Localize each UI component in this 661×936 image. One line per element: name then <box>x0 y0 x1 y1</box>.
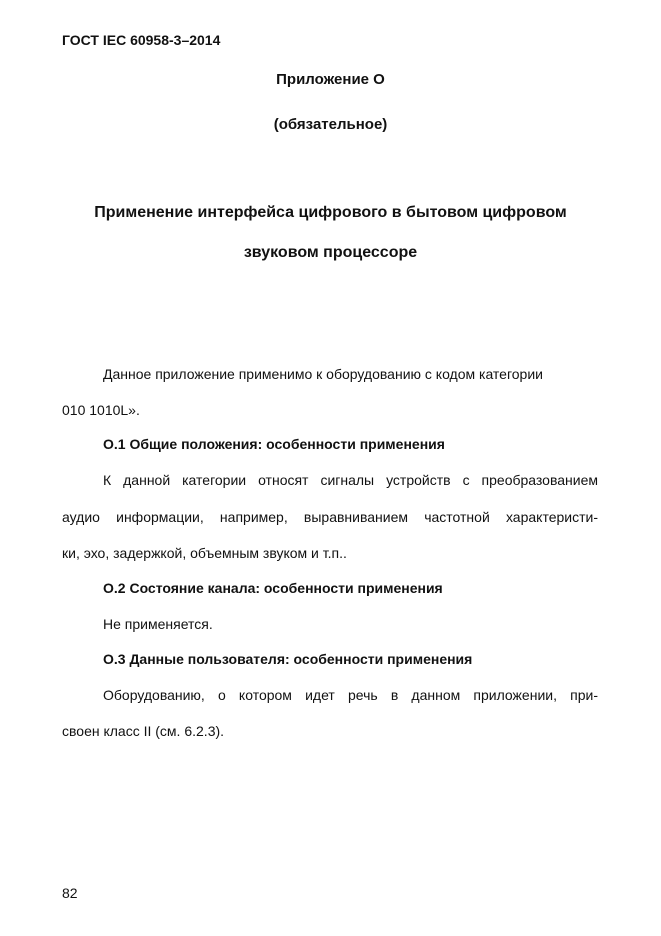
section-o1-line-3: ки, эхо, задержкой, объемным звуком и т.п.. <box>62 545 347 561</box>
annex-status: (обязательное) <box>273 116 388 133</box>
section-o1-line-2: аудио информации, например, выравниванием частотной характеристи- <box>62 509 598 525</box>
section-o3-line-2: своен класс II (см. 6.2.3). <box>62 723 225 739</box>
intro-line-2: 010 1010L». <box>62 402 140 418</box>
section-o3-line-1: Оборудованию, о котором идет речь в данном приложении, при- <box>103 687 598 703</box>
section-o2-line-1: Не применяется. <box>103 616 213 632</box>
section-o1-heading: О.1 Общие положения: особенности применения <box>103 436 445 452</box>
annex-title: Приложение О <box>276 71 385 88</box>
page-number: 82 <box>62 885 78 901</box>
standard-code-header: ГОСТ IEC 60958-3–2014 <box>62 32 221 48</box>
section-o1-line-1: К данной категории относят сигналы устройств с преобразованием <box>103 472 598 488</box>
intro-line-1: Данное приложение применимо к оборудованию с кодом категории <box>103 366 543 382</box>
document-title-line-1: Применение интерфейса цифрового в бытовом цифровом <box>94 204 567 221</box>
section-o2-heading: О.2 Состояние канала: особенности применения <box>103 580 443 596</box>
section-o3-heading: О.3 Данные пользователя: особенности применения <box>103 651 473 667</box>
document-title-line-2: звуковом процессоре <box>243 244 418 261</box>
